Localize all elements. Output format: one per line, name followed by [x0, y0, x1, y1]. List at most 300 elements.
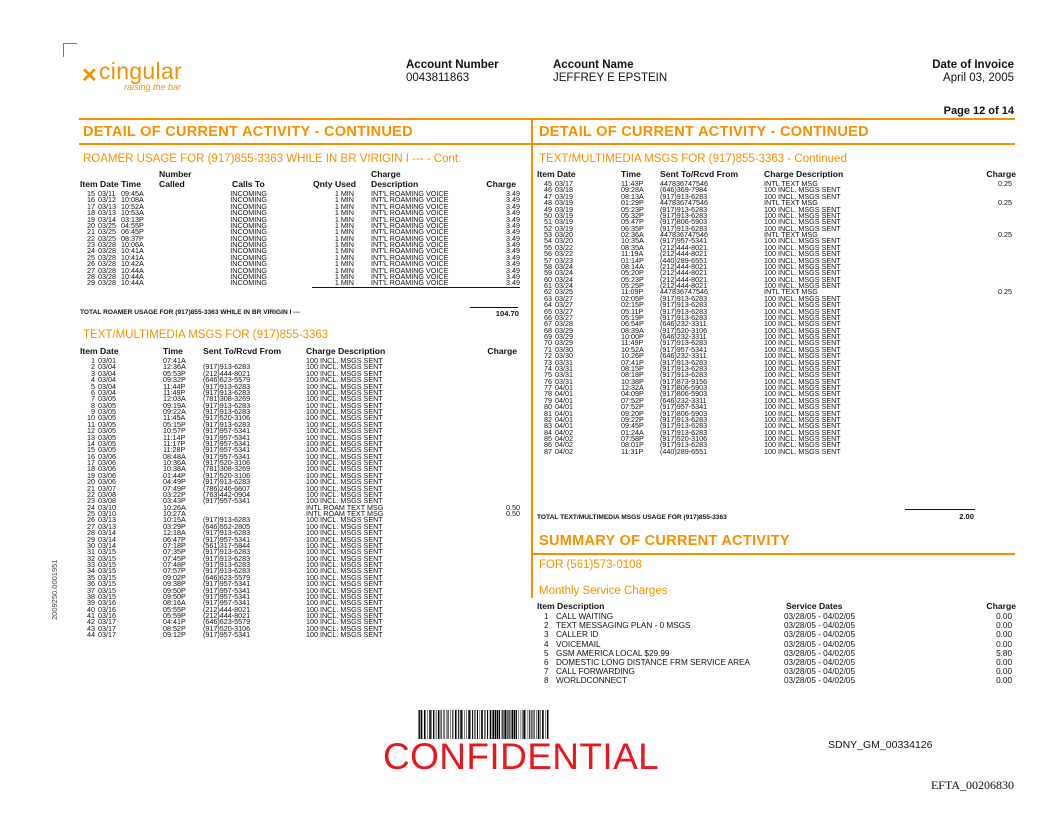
charge-description-cell: 100 INCL. MSGS SENT — [764, 446, 841, 456]
service-dates-cell: 03/28/05 - 04/02/05 — [784, 621, 856, 631]
item-number: 84 — [544, 427, 552, 437]
date-cell: 03/19 — [555, 210, 573, 220]
barcode-bar — [418, 710, 419, 739]
item-number: 45 — [544, 179, 552, 188]
item-description-cell: TEXT MESSAGING PLAN - 0 MSGS — [556, 621, 691, 631]
item-number: 3 — [91, 368, 95, 378]
time-cell: 01:29P — [621, 198, 644, 208]
item-description-cell: VOICEMAIL — [556, 639, 601, 649]
item-number: 74 — [544, 363, 552, 373]
roamer-hdr-desc: Description — [371, 179, 419, 189]
charge-description-cell: 100 INCL. MSGS SENT — [306, 489, 383, 499]
item-number: 51 — [544, 217, 552, 227]
item-number: 11 — [87, 419, 95, 429]
time-cell: 11:43P — [621, 179, 644, 188]
description-cell: INT'L ROAMING VOICE — [371, 246, 449, 256]
description-cell: INT'L ROAMING VOICE — [371, 265, 449, 275]
time-cell: 01:14P — [621, 255, 644, 265]
date-cell: 03/04 — [98, 362, 116, 372]
date-cell: 04/01 — [555, 421, 573, 431]
time-cell: 11:09P — [621, 287, 644, 297]
item-number: 62 — [544, 287, 552, 297]
date-cell: 03/24 — [555, 261, 573, 271]
date-cell: 03/28 — [555, 319, 573, 329]
date-cell: 03/13 — [98, 515, 116, 525]
time-cell: 02:15P — [621, 300, 644, 310]
charge-description-cell: 100 INCL. MSGS SENT — [306, 394, 383, 404]
date-cell: 03/25 — [98, 220, 116, 230]
roamer-hdr-number: Number — [159, 169, 192, 179]
date-cell: 03/15 — [98, 591, 116, 601]
rtext-total-amount: 2.00 — [959, 512, 974, 521]
invoice-date-label: Date of Invoice — [932, 59, 1014, 71]
item-number: 9 — [91, 407, 95, 416]
rtext-total-rule — [905, 509, 975, 510]
barcode-bar — [536, 710, 537, 739]
charge-description-cell: 100 INCL. MSGS SENT — [306, 611, 383, 620]
item-number: 21 — [87, 227, 95, 237]
summary-title: SUMMARY OF CURRENT ACTIVITY — [539, 533, 790, 549]
date-cell: 03/31 — [555, 376, 573, 386]
date-cell: 03/04 — [98, 387, 116, 397]
charge-cell: 0.25 — [998, 287, 1012, 297]
sent-rcvd-cell: (917)806-5903 — [660, 389, 708, 399]
item-number: 22 — [87, 489, 95, 499]
charge-description-cell: 100 INCL. MSGS SENT — [306, 540, 383, 550]
charge-description-cell: 100 INCL. MSGS SENT — [764, 312, 841, 322]
date-cell: 03/04 — [98, 368, 116, 378]
charge-description-cell: 100 INCL. MSGS SENT — [306, 547, 383, 557]
time-cell: 05:11P — [621, 306, 644, 316]
time-cell: 07:49P — [163, 483, 186, 493]
barcode-bar — [472, 710, 473, 739]
item-number: 65 — [544, 306, 552, 316]
roamer-total-label: TOTAL ROAMER USAGE FOR (917)855-3363 WHILE IN BR VIRIGIN I --- — [80, 309, 300, 316]
date-cell: 03/06 — [98, 464, 116, 474]
date-cell: 03/10 — [98, 502, 116, 512]
barcode-bar — [490, 710, 492, 739]
charge-description-cell: 100 INCL. MSGS SENT — [764, 293, 841, 303]
time-cell: 11:14P — [163, 432, 186, 442]
charge-cell: 3.49 — [506, 246, 520, 256]
item-number: 1 — [544, 612, 549, 621]
sent-rcvd-cell: (917)957-5341 — [203, 534, 251, 544]
item-number: 63 — [544, 293, 552, 303]
barcode-bar — [444, 710, 445, 739]
charge-description-cell: 100 INCL. MSGS SENT — [764, 249, 841, 259]
charge-description-cell: INTL ROAM TEXT MSG — [306, 509, 384, 518]
sent-rcvd-cell: (917)913-6283 — [660, 191, 708, 201]
sent-rcvd-cell: (917)873-9156 — [660, 376, 708, 386]
logo-tagline: raising the bar — [124, 82, 182, 92]
charge-description-cell: 100 INCL. MSGS SENT — [764, 281, 841, 290]
roamer-total-amount: 104.70 — [495, 309, 519, 318]
time-cell: 05:20P — [621, 268, 644, 278]
date-cell: 03/29 — [555, 338, 573, 348]
time-cell: 05:47P — [621, 217, 644, 227]
charge-description-cell: 100 INCL. MSGS SENT — [764, 255, 841, 265]
time-cell: 03:13P — [121, 214, 144, 224]
charge-cell: 0.50 — [506, 509, 520, 518]
charge-description-cell: 100 INCL. MSGS SENT — [306, 438, 383, 448]
sent-rcvd-cell: (917)520-3106 — [660, 434, 708, 443]
time-cell: 07:41P — [621, 357, 644, 367]
item-number: 8 — [91, 400, 95, 410]
roamer-usage-title: ROAMER USAGE FOR (917)855-3363 WHILE IN BR VIRIGIN I --- - Cont. — [83, 153, 462, 165]
date-cell: 03/13 — [98, 521, 116, 531]
item-description-cell: GSM AMERICA LOCAL $29.99 — [556, 648, 670, 658]
roamer-hdr-charge-top: Charge — [371, 169, 401, 179]
item-number: 17 — [87, 201, 95, 211]
item-number: 68 — [544, 325, 552, 335]
charge-description-cell: 100 INCL. MSGS SENT — [306, 496, 383, 506]
date-cell: 03/05 — [98, 432, 116, 442]
service-dates-cell: 03/28/05 - 04/02/05 — [784, 630, 856, 640]
barcode-bar — [448, 710, 449, 739]
charge-description-cell: 100 INCL. MSGS SENT — [764, 395, 841, 405]
item-number: 41 — [87, 611, 95, 620]
date-cell: 03/28 — [98, 252, 116, 262]
item-number: 80 — [544, 402, 552, 412]
time-cell: 04:41P — [163, 617, 186, 627]
barcode-bar — [519, 710, 520, 739]
charge-cell: 3.49 — [506, 220, 520, 230]
barcode — [418, 710, 550, 739]
time-cell: 12:18A — [163, 528, 186, 538]
roamer-hdr-qnty: Qnty Used — [313, 179, 356, 189]
barcode-bar — [512, 710, 514, 739]
item-description-cell: WORLDCONNECT — [556, 676, 627, 686]
left-section-rule — [79, 143, 531, 145]
item-number: 76 — [544, 376, 552, 386]
date-cell: 03/29 — [555, 332, 573, 341]
sent-rcvd-cell: (917)913-6283 — [660, 338, 708, 348]
barcode-bar — [471, 710, 472, 739]
time-cell: 11:17P — [163, 438, 186, 448]
calls-to-cell: INCOMING — [230, 259, 267, 269]
time-cell: 09:02P — [163, 572, 186, 582]
item-number: 22 — [87, 233, 95, 243]
right-section-title: DETAIL OF CURRENT ACTIVITY - CONTINUED — [539, 124, 869, 140]
barcode-bar — [427, 710, 428, 739]
sent-rcvd-cell: 447836747546 — [660, 230, 708, 239]
item-number: 56 — [544, 249, 552, 259]
charge-description-cell: 100 INCL. MSGS SENT — [306, 387, 383, 397]
date-cell: 03/22 — [555, 242, 573, 252]
sent-rcvd-cell: (917)957-5341 — [203, 585, 251, 595]
logo-word: cingular — [99, 58, 182, 84]
time-cell: 10:52A — [121, 201, 144, 211]
sent-rcvd-cell: (917)806-5903 — [660, 383, 708, 392]
item-number: 27 — [87, 521, 95, 531]
item-number: 77 — [544, 383, 552, 392]
sent-rcvd-cell: (917)520-3106 — [660, 325, 708, 335]
time-cell: 01:44P — [163, 470, 186, 480]
charge-cell: 0.00 — [996, 676, 1012, 686]
qnty-cell: 1 MIN — [334, 259, 354, 269]
barcode-bar — [435, 710, 436, 739]
time-cell: 10:53A — [121, 208, 144, 218]
charge-cell: 3.49 — [506, 278, 520, 288]
charge-cell: 3.49 — [506, 265, 520, 275]
charge-description-cell: 100 INCL. MSGS SENT — [306, 534, 383, 544]
charge-description-cell: 100 INCL. MSGS SENT — [764, 332, 841, 341]
barcode-bar — [495, 710, 497, 739]
charge-description-cell: 100 INCL. MSGS SENT — [306, 566, 383, 576]
item-number: 18 — [87, 208, 95, 218]
calls-to-cell: INCOMING — [230, 208, 267, 218]
date-cell: 04/02 — [555, 427, 573, 437]
qnty-cell: 1 MIN — [334, 252, 354, 262]
charge-description-cell: 100 INCL. MSGS SENT — [764, 351, 841, 361]
description-cell: INT'L ROAMING VOICE — [371, 271, 449, 281]
sent-rcvd-cell: (212)444-8021 — [660, 249, 708, 259]
charge-description-cell: 100 INCL. MSGS SENT — [764, 357, 841, 367]
time-cell: 10:38P — [621, 376, 644, 386]
page-corner-mark — [63, 43, 77, 57]
date-cell: 03/28 — [98, 265, 116, 275]
date-cell: 03/13 — [98, 208, 116, 218]
date-cell: 03/05 — [98, 407, 116, 416]
item-number: 78 — [544, 389, 552, 399]
date-cell: 03/20 — [555, 236, 573, 246]
time-cell: 12:36A — [163, 362, 186, 372]
charge-cell: 3.49 — [506, 271, 520, 281]
account-name-label: Account Name — [553, 59, 634, 71]
roamer-usage-table — [80, 191, 520, 287]
date-cell: 03/27 — [555, 312, 573, 322]
barcode-bar — [487, 710, 488, 739]
table-row — [80, 280, 520, 286]
barcode-bar — [523, 710, 525, 739]
text-hdr-sent: Sent To/Rcvd From — [203, 346, 282, 356]
sent-rcvd-cell: (917)913-6283 — [203, 553, 251, 563]
charge-description-cell: 100 INCL. MSGS SENT — [306, 585, 383, 595]
charge-description-cell: 100 INCL. MSGS SENT — [306, 375, 383, 385]
charge-cell: 0.00 — [996, 667, 1012, 677]
date-cell: 03/15 — [98, 560, 116, 569]
sent-rcvd-cell: (786)246-6607 — [203, 483, 251, 493]
time-cell: 05:55P — [163, 604, 186, 614]
time-cell: 09:32P — [163, 375, 186, 385]
item-number: 23 — [87, 240, 95, 249]
sent-rcvd-cell: (646)232-3311 — [660, 319, 707, 329]
sent-rcvd-cell: 447836747546 — [660, 198, 708, 208]
barcode-bar — [541, 710, 542, 739]
item-number: 47 — [544, 191, 552, 201]
item-number: 16 — [87, 451, 95, 461]
service-charge-row — [537, 621, 1015, 630]
charge-description-cell: 100 INCL. MSGS SENT — [306, 591, 383, 601]
text-hdr-desc: Charge Description — [306, 346, 386, 356]
calls-to-cell: INCOMING — [230, 233, 267, 243]
item-number: 85 — [544, 434, 552, 443]
item-number: 19 — [87, 214, 95, 224]
charge-description-cell: 100 INCL. MSGS SENT — [306, 515, 383, 525]
item-number: 73 — [544, 357, 552, 367]
service-charge-row — [537, 667, 1015, 676]
item-number: 29 — [87, 534, 95, 544]
date-cell: 03/14 — [98, 528, 116, 538]
sent-rcvd-cell: (917)957-5341 — [660, 344, 708, 354]
invoice-date-value: April 03, 2005 — [943, 72, 1014, 84]
charge-description-cell: INTL TEXT MSG — [764, 179, 818, 188]
time-cell: 10:42A — [121, 259, 144, 269]
sdny-bates-number: SDNY_GM_00334126 — [828, 739, 933, 751]
charge-description-cell: 100 INCL. MSGS SENT — [764, 363, 841, 373]
svc-hdr-item-desc: Item Description — [537, 601, 605, 611]
date-cell: 03/24 — [555, 281, 573, 290]
charge-description-cell: 100 INCL. MSGS SENT — [764, 242, 841, 252]
roamer-hdr-charge: Charge — [486, 179, 516, 189]
item-number: 34 — [87, 566, 95, 576]
charge-cell: 0.25 — [998, 230, 1012, 239]
date-cell: 03/28 — [98, 259, 116, 269]
left-top-rule — [79, 118, 531, 120]
barcode-bar — [545, 710, 546, 739]
svc-hdr-dates: Service Dates — [786, 601, 843, 611]
time-cell: 09:50P — [163, 591, 186, 601]
time-cell: 07:41A — [163, 356, 186, 365]
item-number: 44 — [87, 630, 95, 640]
barcode-bar — [455, 710, 457, 739]
charge-description-cell: INTL TEXT MSG — [764, 230, 818, 239]
item-number: 18 — [87, 464, 95, 474]
date-cell: 03/30 — [555, 351, 573, 361]
time-cell: 11:31P — [621, 446, 644, 456]
item-number: 39 — [87, 598, 95, 608]
invoice-date-block — [932, 59, 1014, 85]
page-number: Page 12 of 14 — [943, 105, 1014, 117]
time-cell: 09:12P — [163, 630, 186, 640]
svc-hdr-charge: Charge — [986, 601, 1016, 611]
description-cell: INT'L ROAMING VOICE — [371, 208, 449, 218]
date-cell: 03/31 — [555, 363, 573, 373]
item-number: 28 — [87, 271, 95, 281]
item-number: 82 — [544, 414, 552, 424]
charge-description-cell: 100 INCL. MSGS SENT — [764, 217, 841, 227]
date-cell: 03/06 — [98, 458, 116, 467]
charge-description-cell: 100 INCL. MSGS SENT — [764, 376, 841, 386]
charge-description-cell: 100 INCL. MSGS SENT — [306, 362, 383, 372]
barcode-bar — [458, 710, 459, 739]
sent-rcvd-cell: (917)957-5341 — [203, 432, 251, 442]
monthly-charges-table — [537, 612, 1015, 686]
sent-rcvd-cell: (781)308-3269 — [203, 394, 251, 404]
charge-description-cell: 100 INCL. MSGS SENT — [764, 300, 841, 310]
item-number: 25 — [87, 509, 95, 518]
calls-to-cell: INCOMING — [230, 220, 267, 230]
service-dates-cell: 03/28/05 - 04/02/05 — [784, 648, 856, 658]
date-cell: 03/15 — [98, 566, 116, 576]
charge-description-cell: 100 INCL. MSGS SENT — [306, 400, 383, 410]
summary-rule — [533, 553, 1015, 555]
time-cell: 12:03A — [163, 394, 186, 404]
account-name-block — [553, 59, 667, 85]
charge-description-cell: 100 INCL. MSGS SENT — [306, 483, 383, 493]
charge-cell: 3.49 — [506, 259, 520, 269]
date-cell: 03/23 — [555, 255, 573, 265]
item-number: 16 — [87, 195, 95, 205]
item-description-cell: CALLER ID — [556, 630, 599, 640]
item-number: 2 — [544, 621, 549, 631]
monthly-charges-title: Monthly Service Charges — [539, 585, 668, 597]
item-number: 43 — [87, 623, 95, 633]
sent-rcvd-cell: (917)913-6283 — [203, 400, 251, 410]
sent-rcvd-cell: (917)957-5341 — [203, 630, 251, 640]
service-dates-cell: 03/28/05 - 04/02/05 — [784, 639, 856, 649]
item-number: 35 — [87, 572, 95, 582]
item-number: 17 — [87, 458, 95, 467]
sent-rcvd-cell: (212)444-8021 — [203, 604, 251, 614]
charge-description-cell: INTL TEXT MSG — [764, 198, 818, 208]
item-number: 52 — [544, 223, 552, 233]
roamer-total-rule — [312, 287, 520, 288]
sent-rcvd-cell: (917)806-5903 — [660, 217, 708, 227]
barcode-bar — [431, 710, 432, 739]
date-cell: 03/15 — [98, 572, 116, 582]
date-cell: 04/01 — [555, 402, 573, 412]
time-cell: 10:27A — [163, 509, 186, 518]
charge-description-cell: 100 INCL. MSGS SENT — [764, 191, 841, 201]
sent-rcvd-cell: (646)623-5579 — [203, 617, 251, 627]
date-cell: 04/02 — [555, 446, 573, 456]
item-number: 28 — [87, 528, 95, 538]
calls-to-cell: INCOMING — [230, 214, 267, 224]
charge-description-cell: 100 INCL. MSGS SENT — [306, 419, 383, 429]
barcode-bar — [547, 710, 549, 739]
date-cell: 03/05 — [98, 413, 116, 423]
charge-cell: 0.50 — [506, 502, 520, 512]
charge-description-cell: 100 INCL. MSGS SENT — [306, 426, 383, 436]
charge-description-cell: 100 INCL. MSGS SENT — [306, 407, 383, 416]
date-cell: 03/25 — [555, 287, 573, 297]
date-cell: 03/19 — [555, 198, 573, 208]
sent-rcvd-cell: (917)913-6283 — [660, 414, 708, 424]
date-cell: 04/01 — [555, 395, 573, 405]
qnty-cell: 1 MIN — [334, 271, 354, 281]
time-cell: 05:19P — [621, 312, 644, 322]
charge-description-cell: 100 INCL. MSGS SENT — [764, 268, 841, 278]
qnty-cell: 1 MIN — [334, 201, 354, 211]
time-cell: 08:39A — [621, 325, 644, 335]
item-number: 33 — [87, 560, 95, 569]
barcode-bar — [484, 710, 485, 739]
account-number-value: 0043811863 — [406, 72, 470, 84]
charge-description-cell: 100 INCL. MSGS SENT — [764, 408, 841, 418]
time-cell: 10:15A — [163, 515, 186, 525]
date-cell: 03/04 — [98, 375, 116, 385]
item-number: 1 — [91, 356, 95, 365]
date-cell: 03/17 — [98, 617, 116, 627]
sent-rcvd-cell: (917)520-3106 — [203, 413, 251, 423]
sent-rcvd-cell: (212)444-8021 — [203, 611, 251, 620]
time-cell: 07:52P — [621, 395, 644, 405]
sent-rcvd-cell: (917)913-6283 — [203, 566, 251, 576]
charge-description-cell: 100 INCL. MSGS SENT — [306, 617, 383, 627]
time-cell: 07:35P — [163, 547, 186, 557]
time-cell: 09:20P — [621, 408, 644, 418]
service-charge-row — [537, 630, 1015, 639]
left-text-msgs-table — [80, 358, 520, 639]
qnty-cell: 1 MIN — [334, 227, 354, 237]
item-number: 30 — [87, 540, 95, 550]
item-number: 64 — [544, 300, 552, 310]
sent-rcvd-cell: (917)913-6283 — [660, 210, 708, 220]
service-charge-row — [537, 649, 1015, 658]
side-code: 2009250.0001951 — [50, 559, 59, 620]
sent-rcvd-cell: 447836747546 — [660, 287, 708, 297]
